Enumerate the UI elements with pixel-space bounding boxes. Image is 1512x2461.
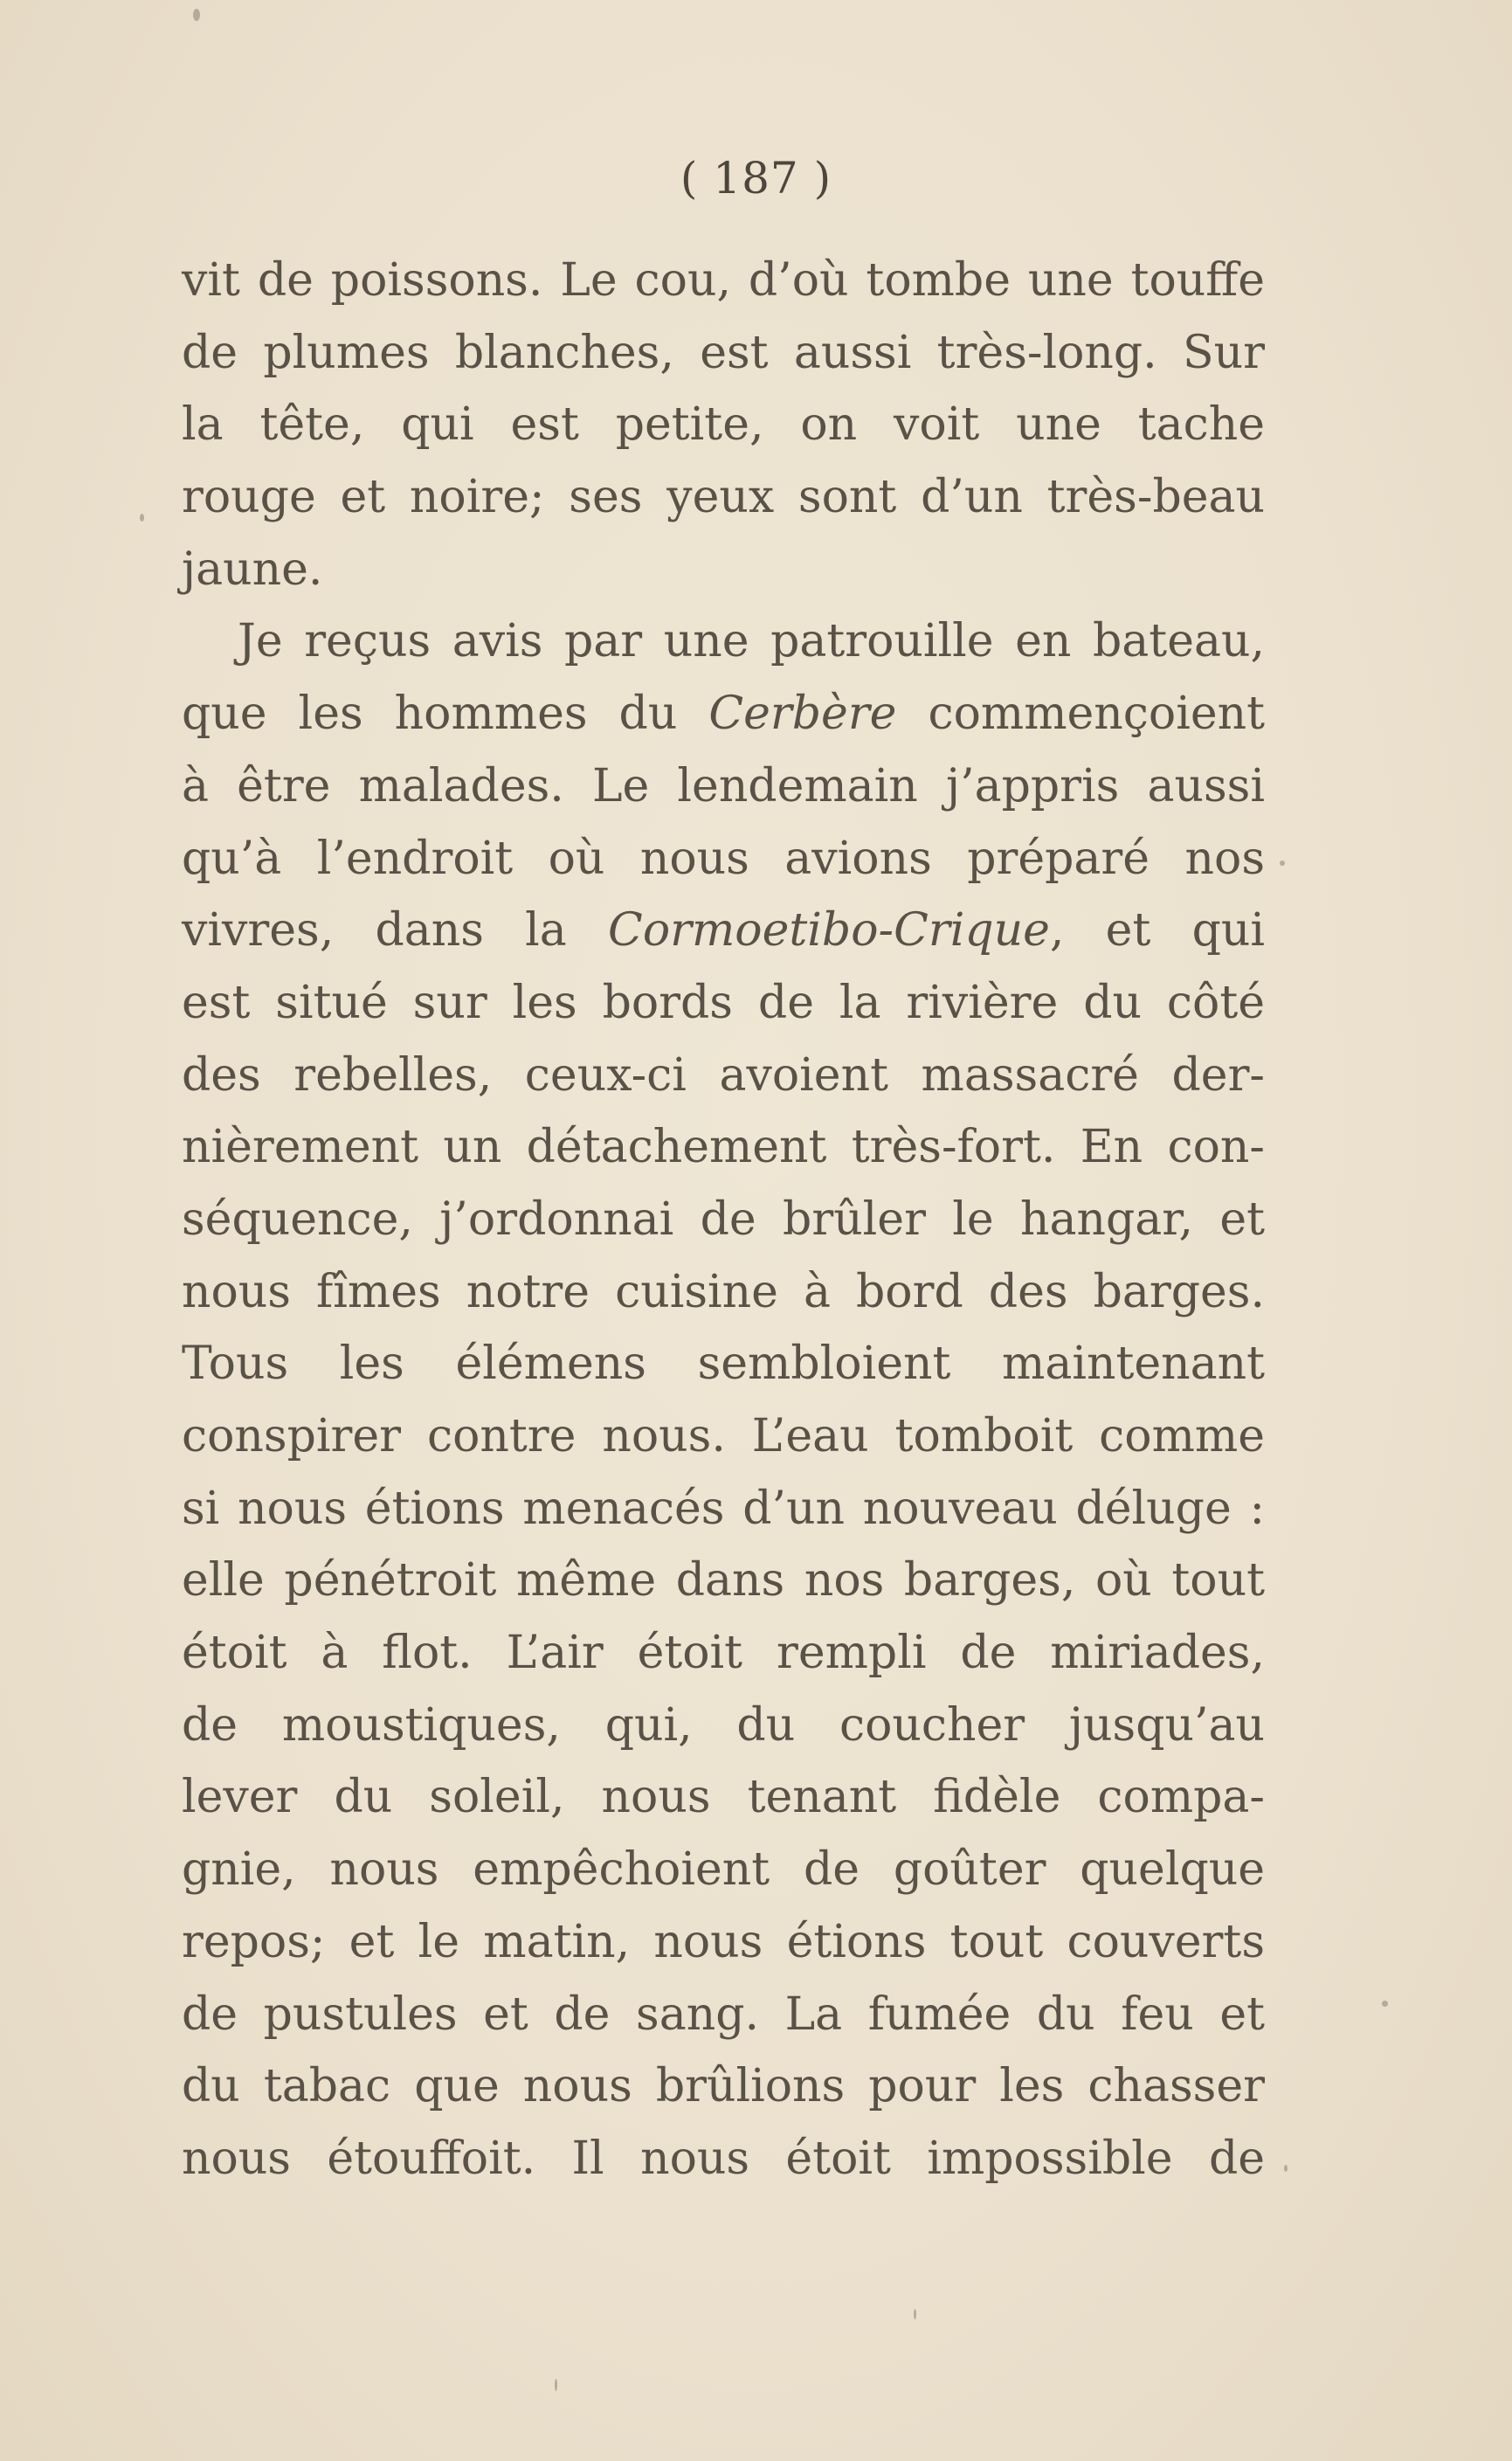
text-line: [182, 1256, 1265, 1329]
text-segment: vit de poissons. Le cou, d’où tombe une touffe: [182, 254, 1265, 307]
text-line: [182, 1400, 1265, 1473]
text-segment: lever du soleil, nous tenant fidèle compa-: [182, 1771, 1265, 1824]
paper-speck: [1280, 861, 1285, 866]
body-text: [182, 245, 1265, 2195]
text-segment: qu’à l’endroit où nous avions préparé nos: [182, 832, 1265, 885]
text-line: [182, 1111, 1265, 1184]
text-line: [182, 678, 1265, 750]
text-segment: à être malades. Le lendemain j’appris aussi: [182, 759, 1265, 812]
text-line: [182, 1761, 1265, 1834]
text-segment: conspirer contre nous. L’eau tomboit comme: [182, 1410, 1265, 1462]
text-line: [182, 605, 1265, 678]
text-segment: étoit à flot. L’air étoit rempli de miriades,: [182, 1627, 1265, 1680]
text-segment: Tous les élémens sembloient maintenant: [182, 1338, 1265, 1391]
text-line: [182, 317, 1265, 390]
text-segment: repos; et le matin, nous étions tout couverts: [182, 1915, 1265, 1968]
text-line: [182, 389, 1265, 461]
text-segment: commençoient: [896, 688, 1265, 741]
text-segment: du tabac que nous brûlions pour les chasser: [182, 2060, 1265, 2113]
text-line: [182, 534, 1265, 606]
page-number: ( 187 ): [680, 153, 832, 204]
text-line: [182, 967, 1265, 1040]
text-line: [182, 1690, 1265, 1762]
italic-text: Cormoetibo-Crique: [608, 904, 1050, 957]
text-segment: séquence, j’ordonnai de brûler le hangar, et: [182, 1192, 1265, 1246]
paper-speck: [555, 2379, 557, 2391]
text-segment: nièrement un détachement très-fort. En con-: [182, 1121, 1265, 1174]
text-segment: si nous étions menacés d’un nouveau déluge :: [182, 1482, 1265, 1535]
paper-speck: [140, 514, 144, 522]
text-line: [182, 461, 1265, 534]
text-segment: vivres, dans la: [182, 904, 609, 957]
text-segment: jaune.: [182, 543, 323, 596]
text-segment: nous étouffoit. Il nous étoit impossible de: [182, 2132, 1265, 2185]
text-line: [182, 2050, 1265, 2123]
text-segment: Je reçus avis par une patrouille en bateau,: [238, 615, 1265, 668]
text-segment: est situé sur les bords de la rivière du côté: [182, 976, 1265, 1029]
text-segment: des rebelles, ceux-ci avoient massacré der-: [182, 1048, 1265, 1102]
text-segment: gnie, nous empêchoient de goûter quelque: [182, 1843, 1265, 1897]
text-line: [182, 1834, 1265, 1906]
text-segment: rouge et noire; ses yeux sont d’un très-beau: [182, 471, 1265, 524]
text-line: [182, 1473, 1265, 1545]
paper-speck: [1382, 2001, 1388, 2007]
text-line: [182, 1184, 1265, 1256]
text-line: [182, 245, 1265, 317]
text-line: [182, 1617, 1265, 1690]
text-line: [182, 2123, 1265, 2195]
text-segment: la tête, qui est petite, on voit une tache: [182, 398, 1265, 452]
paper-speck: [1284, 2165, 1288, 2172]
text-line: [182, 1328, 1265, 1400]
text-segment: elle pénétroit même dans nos barges, où tout: [182, 1554, 1265, 1607]
paper-speck: [193, 9, 200, 21]
text-segment: de moustiques, qui, du coucher jusqu’au: [182, 1698, 1265, 1752]
paper-speck: [914, 2309, 916, 2319]
text-line: [182, 1545, 1265, 1617]
text-line: [182, 823, 1265, 895]
text-segment: que les hommes du: [182, 688, 709, 741]
italic-text: Cerbère: [708, 688, 897, 741]
text-line: [182, 1979, 1265, 2051]
text-segment: , et qui: [1049, 904, 1265, 957]
text-segment: de pustules et de sang. La fumée du feu et: [182, 1987, 1265, 2041]
text-segment: nous fîmes notre cuisine à bord des barges.: [182, 1265, 1265, 1318]
text-line: [182, 895, 1265, 967]
text-segment: de plumes blanches, est aussi très-long. Sur: [182, 326, 1265, 379]
text-line: [182, 1040, 1265, 1112]
text-line: [182, 750, 1265, 823]
text-line: [182, 1906, 1265, 1979]
